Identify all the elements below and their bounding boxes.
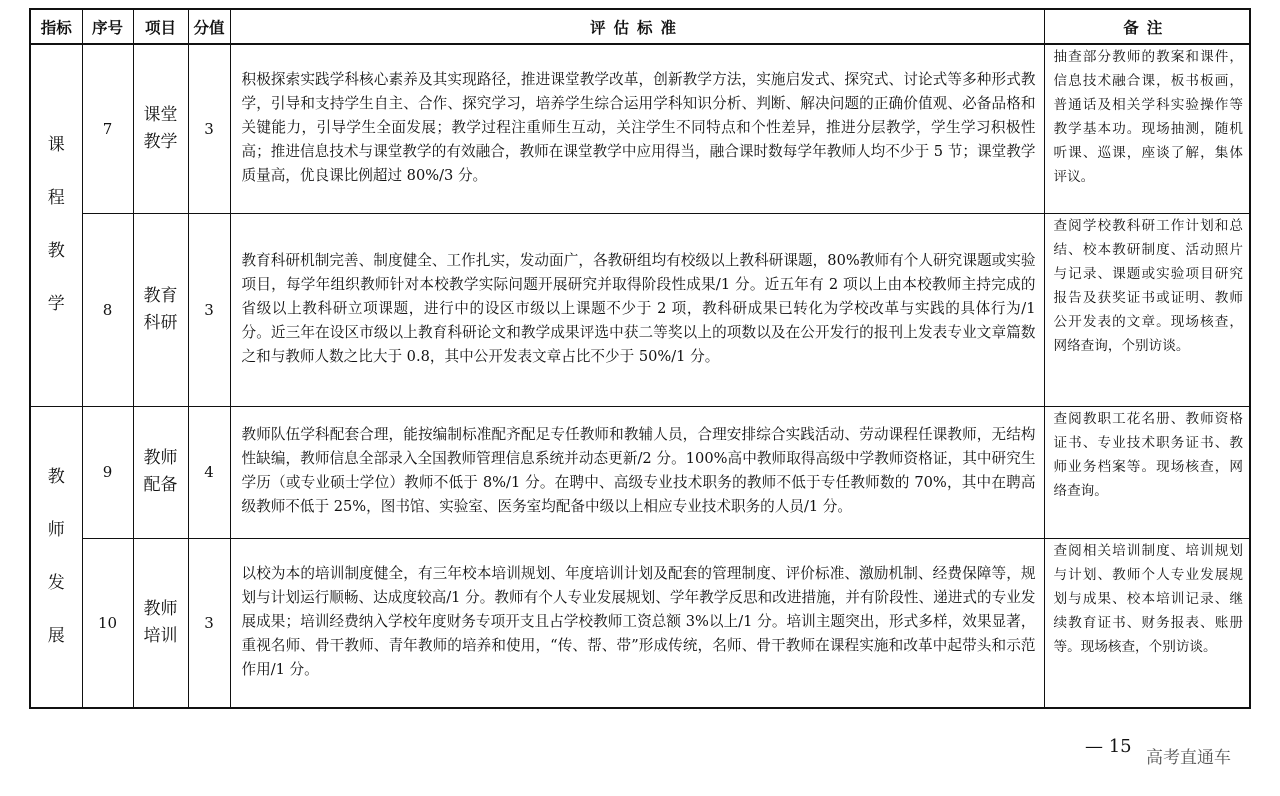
notes-cell: 抽查部分教师的教案和课件，信息技术融合课，板书板画，普通话及相关学科实验操作等教学基本功。现场抽测，随机听课、巡课，座谈了解，集体评议。 [1044, 44, 1250, 213]
indicator-char: 学 [47, 294, 65, 315]
score-cell: 4 [188, 406, 230, 538]
header-item: 项目 [133, 9, 188, 44]
notes-cell: 查阅教职工花名册、教师资格证书、专业技术职务证书、教师业务档案等。现场核查，网络查询。 [1044, 406, 1250, 538]
item-cell [133, 213, 188, 406]
score-cell: 3 [188, 538, 230, 708]
table-row [30, 44, 1250, 213]
score-cell: 3 [188, 44, 230, 213]
header-criteria: 评估标准 [230, 9, 1044, 44]
indicator-char: 教 [47, 466, 65, 487]
indicator-char: 展 [47, 625, 65, 646]
indicator-cell [30, 406, 82, 708]
item-line: 科研 [143, 312, 178, 333]
criteria-cell: 教育科研机制完善、制度健全、工作扎实，发动面广，各教研组均有校级以上教科研课题，80%教师有个人研究课题或实验项目，每学年组织教师针对本校教学实际问题开展研究并取得阶段性成果/1 分。近五年有 2 项以上由本校教师主持完成的省级以上教科研立项课题，进行中的设区市级以上课题不少于 2 项，教科研成果已转化为学校改革与实践的具体行为/1 分。近三年在设区市级以上教育科研论文和教学成果评选中获二等奖以上的项数以及在公开发行的报刊上发表专业文章篇数之和与教师人数之比大于 0.8，其中公开发表文章占比不少于 50%/1 分。 [230, 213, 1044, 406]
notes-cell: 查阅相关培训制度、培训规划与计划、教师个人专业发展规划与成果、校本培训记录、继续教育证书、财务报表、账册等。现场核查，个别访谈。 [1044, 538, 1250, 708]
notes-cell: 查阅学校教科研工作计划和总结、校本教研制度、活动照片与记录、课题或实验项目研究报告及获奖证书或证明、教师公开发表的文章。现场核查，网络查询，个别访谈。 [1044, 213, 1250, 406]
header-score: 分值 [188, 9, 230, 44]
table-row [30, 538, 1250, 708]
indicator-char: 教 [47, 241, 65, 262]
item-cell [133, 44, 188, 213]
header-row [30, 9, 1250, 44]
criteria-cell: 积极探索实践学科核心素养及其实现路径，推进课堂教学改革，创新教学方法，实施启发式、探究式、讨论式等多种形式教学，引导和支持学生自主、合作、探究学习，培养学生综合运用学科知识分析、判断、解决问题的正确价值观、必备品格和关键能力，引导学生全面发展；教学过程注重师生互动，关注学生不同特点和个性差异，推进分层教学，学生学习积极性高；推进信息技术与课堂教学的有效融合，教师在课堂教学中应用得当，融合课时数每学年教师人均不少于 5 节；课堂教学质量高，优良课比例超过 80%/3 分。 [230, 44, 1044, 213]
seq-cell: 7 [82, 44, 133, 213]
indicator-char: 师 [47, 519, 65, 540]
score-cell: 3 [188, 213, 230, 406]
header-notes: 备注 [1044, 9, 1250, 44]
criteria-cell: 教师队伍学科配套合理，能按编制标准配齐配足专任教师和教辅人员，合理安排综合实践活动、劳动课程任课教师，无结构性缺编，教师信息全部录入全国教师管理信息系统并动态更新/2 分。100%高中教师取得高级中学教师资格证，其中研究生学历（或专业硕士学位）教师不低于 8%/1 分。在聘中、高级专业技术职务的教师不低于专任教师数的 70%，其中在聘高级教师不低于 25%，图书馆、实验室、医务室均配备中级以上相应专业技术职务的人员/1 分。 [230, 406, 1044, 538]
indicator-char: 程 [47, 188, 65, 209]
watermark: 高考直通车 [1146, 748, 1231, 768]
seq-cell: 9 [82, 406, 133, 538]
item-line: 教师 [143, 598, 178, 619]
item-line: 教学 [143, 131, 178, 152]
criteria-cell: 以校为本的培训制度健全，有三年校本培训规划、年度培训计划及配套的管理制度、评价标准、激励机制、经费保障等，规划与计划运行顺畅、达成度较高/1 分。教师有个人专业发展规划、学年教学反思和改进措施，并有阶段性、递进式的专业发展成果；培训经费纳入学校年度财务专项开支且占学校教师工资总额 3%以上/1 分。培训主题突出，形式多样，效果显著，重视名师、骨干教师、青年教师的培养和使用，“传、帮、带”形成传统，名师、骨干教师在课程实施和改革中起带头和示范作用/1 分。 [230, 538, 1044, 708]
item-line: 教育 [143, 285, 178, 306]
item-line: 配备 [143, 475, 178, 495]
item-cell [133, 538, 188, 708]
table-row [30, 213, 1250, 406]
indicator-char: 发 [47, 572, 65, 593]
header-indicator: 指标 [30, 9, 82, 44]
table-row [30, 406, 1250, 538]
item-cell [133, 406, 188, 538]
indicator-cell [30, 44, 82, 406]
page-number: — 15 [1085, 736, 1132, 757]
seq-cell: 10 [82, 538, 133, 708]
evaluation-table [29, 8, 1251, 709]
item-line: 课堂 [143, 104, 178, 125]
seq-cell: 8 [82, 213, 133, 406]
header-seq: 序号 [82, 9, 133, 44]
indicator-char: 课 [47, 135, 65, 156]
item-line: 培训 [143, 625, 178, 646]
item-line: 教师 [143, 448, 178, 468]
